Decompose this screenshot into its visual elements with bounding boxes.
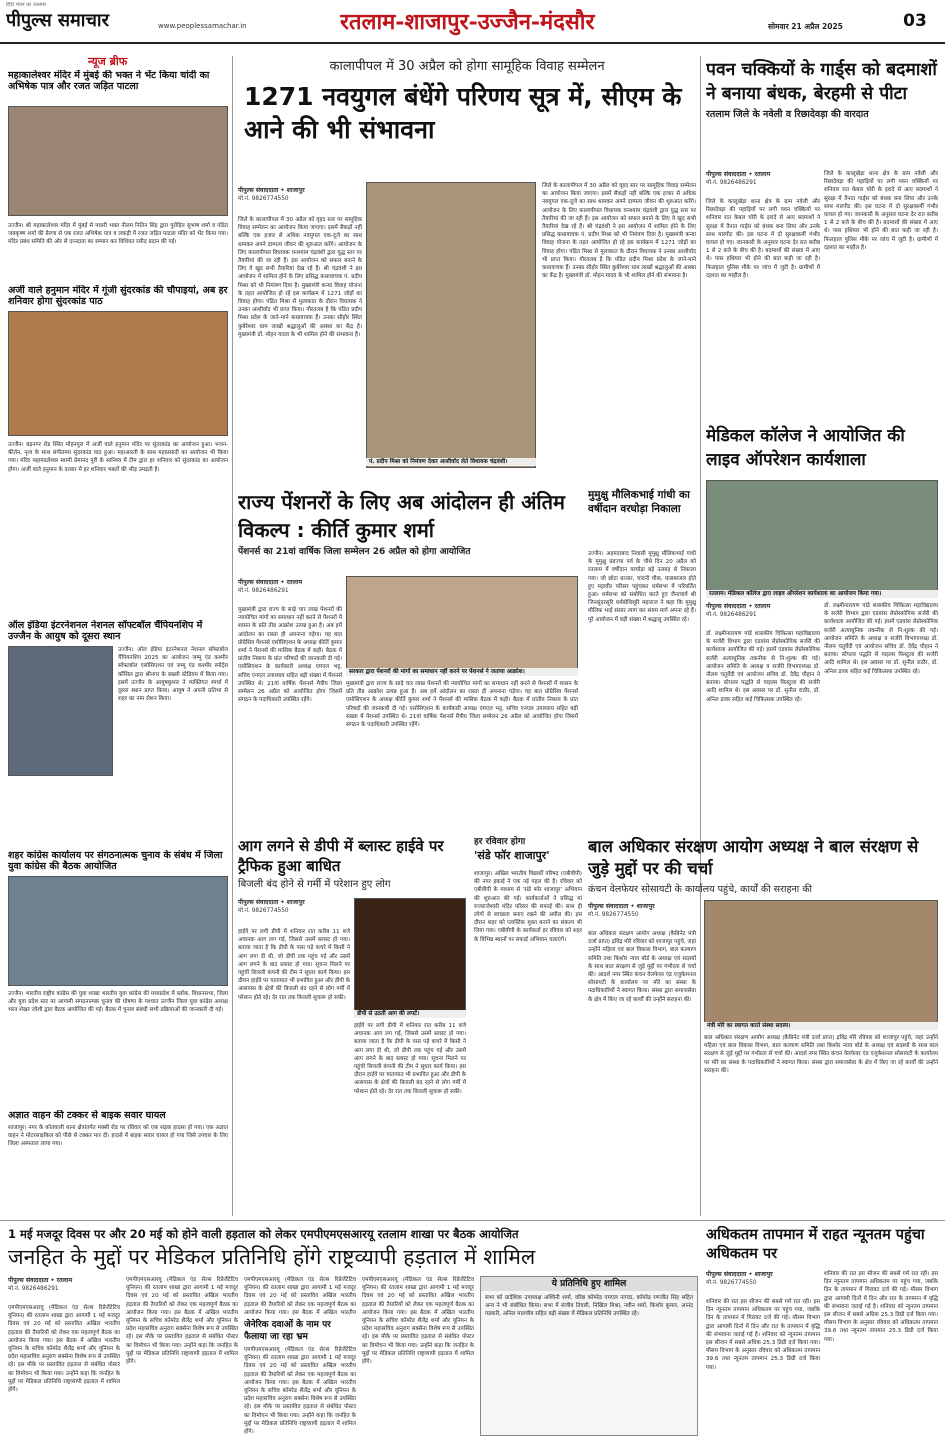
blast-subhead: बिजली बंद होने से गर्मी में परेशान हुए लोग <box>238 879 391 890</box>
strike-body-col3b: एमपीएमएसआरयू (मेडिकल एंड सेल्स रिप्रेजेंटेटिव यूनियन) की रतलाम शाखा द्वारा आगामी 1 मई मजदूर दिवस एवं 20 मई को प्रस्तावित अखिल भारतीय हड़ताल की तैयारियों को लेकर एक महत्वपूर्ण बैठक का आयोजन किया गया। इस बैठक में अखिल भारतीय यूनियन के सचिव कॉमरेड शैलेंद्र शर्मा और यूनियन के प्रदेश महासचिव अनुराग सक्सेना विशेष रूप से उपस्थित रहे। इस मौके पर प्रस्तावित हड़ताल से संबंधित पोस्टर का विमोचन भी किया गया। उन्होंने कहा कि जनहित के मुद्दों पर मेडिकल प्रतिनिधि राष्ट्रव्यापी हड़ताल में शामिल होंगे। <box>244 1347 356 1436</box>
masthead-tagline: हिंदी भवन का उल्लास <box>6 2 46 8</box>
strike-body-col3: एमपीएमएसआरयू (मेडिकल एंड सेल्स रिप्रेजेंटेटिव यूनियन) की रतलाम शाखा द्वारा आगामी 1 मई मजदूर दिवस एवं 20 मई को प्रस्तावित अखिल भारतीय हड़ताल की तैयारियों को लेकर एक महत्वपूर्ण बैठक का आयोजन किया गया। इस बैठक में अखिल भारतीय <box>244 1277 356 1316</box>
varghoda-headline: मुमुक्षु मौलिकभाई गांधी का वर्षीदान वरघोड़ा निकाला <box>588 489 690 515</box>
lead-mobile: मो.नं. 9826774550 <box>238 196 289 202</box>
medical-caption: रतलाम। मेडिकल कॉलेज द्वारा लाइव ऑपरेशन कार्यशाला का आयोजन किया गया। <box>706 590 938 598</box>
brief-headline: शहर कांग्रेस कार्यालय पर संगठनात्मक चुनाव के संबंध में जिला युवा कांग्रेस की बैठक आयोजित <box>8 850 223 872</box>
sunday-kicker: हर रविवार होगा <box>474 837 526 847</box>
strike-kicker: 1 मई मजदूर दिवस पर और 20 मई को होने वाली हड़ताल को लेकर एमपीएमएसआरयू रतलाम शाखा पर बैठक आयोजित <box>8 1227 519 1241</box>
windmill-headline: पवन चक्कियों के गार्ड्स को बदमाशों ने बनाया बंधक, बेरहमी से पीटा <box>706 60 937 104</box>
child-mobile: मो.नं. 9826774550 <box>588 912 639 918</box>
child-rights-story <box>588 836 938 1216</box>
windmill-subhead: रतलाम जिले के नवेली व रिछादेवड़ा की वारदात <box>706 109 869 120</box>
pension-mobile: मो.नं. 9826486291 <box>238 588 289 594</box>
news-brief-label: न्यूज ब्रीफ <box>88 55 128 68</box>
child-subhead: कंचन वेलफेयर सोसायटी के कार्यालय पहुंचे, कार्यों की सराहना की <box>588 884 812 895</box>
windmill-body-continued: जिले के कालूखेड़ा थाना क्षेत्र के ग्राम नवेली और रिछादेवड़ा की पहाड़ियों पर लगी पवन चक्कियों पर शनिवार रात केबल चोरी के इरादे से आए बदमाशों ने सुरक्षा में तैनात गार्ड्स को बंधक बना लिया और उनके साथ मारपीट की। इस घटना में दो सुरक्षाकर्मी गंभीर घायल हो गए। जानकारी के अनुसार घटना देर रात करीब 1 से 2 बजे के बीच की है। बदमाशों की संख्या में आए थे। पास हथियार भी होने की बात कही जा रही है। फिलहाल पुलिस मौके पर जांच में जुटी है। ग्रामीणों में दहशत का माहौल है। <box>824 171 938 251</box>
strike-body-continued: एमपीएमएसआरयू (मेडिकल एंड सेल्स रिप्रेजेंटेटिव यूनियन) की रतलाम शाखा द्वारा आगामी 1 मई मजदूर दिवस एवं 20 मई को प्रस्तावित अखिल भारतीय हड़ताल की तैयारियों को लेकर एक महत्वपूर्ण बैठक का आयोजन किया गया। इस बैठक में अखिल भारतीय यूनियन के सचिव कॉमरेड शैलेंद्र शर्मा और यूनियन के प्रदेश महासचिव अनुराग सक्सेना विशेष रूप से उपस्थित रहे। इस मौके पर प्रस्तावित हड़ताल से संबंधित पोस्टर का विमोचन भी किया गया। उन्होंने कहा कि जनहित के मुद्दों पर मेडिकल प्रतिनिधि राष्ट्रव्यापी हड़ताल में शामिल होंगे। <box>126 1277 238 1366</box>
strike-headline: जनहित के मुद्दों पर मेडिकल प्रतिनिधि होंगे राष्ट्रव्यापी हड़ताल में शामिल <box>8 1245 536 1269</box>
blast-photo <box>354 898 466 1018</box>
blast-story <box>238 836 466 1216</box>
pension-subhead: पेंशनर्स का 21वां वार्षिक जिला सम्मेलन 26 अप्रैल को होगा आयोजित <box>238 547 471 557</box>
brief-photo <box>8 311 228 436</box>
lead-byline: पीपुल्स संवाददाता • शाजापुर <box>238 187 305 194</box>
brief-body: शाजापुर। नगर के कोतवाली थाना क्षेत्रांतर्गत मक्सी रोड पर रविवार को एक सड़क हादसा हो गया। एक अज्ञात वाहन ने मोटरसाइकिल को पीछे से टक्कर मार दी। हादसे में बाइक सवार घायल हो गया जिसे उपचार के लिए जिला अस्पताल लाया गया। <box>8 1125 228 1148</box>
windmill-mobile: मो.नं. 9826486291 <box>706 180 757 186</box>
varghoda-body: उज्जैन। अहमदाबाद निवासी मुमुक्षु मौलिकभाई गांधी के मुमुक्षु प्रव्रज्या पर्व के चौथे दिन 20 अप्रैल को रतलाम में वर्षीदान वरघोड़ा बड़े उत्साह से निकाला गया। जो छोटा बाजार, चांदनी चौक, घासबाजार होते हुए महावीर परिसर पहुंचकर धर्मसभा में परिवर्तित हुआ। धर्मसभा को संबोधित करते हुए जैनाचार्य श्री जिनसुंदरसूरि धर्मबोधिसूरि महाराज ने कहा कि मुमुक्षु मौलिक भाई संसार त्याग कर संयम मार्ग अपना रहे हैं। पूरे आयोजन में बड़ी संख्या में श्रद्धालु उपस्थित रहे। <box>588 551 696 623</box>
masthead <box>0 0 945 44</box>
blast-byline: पीपुल्स संवाददाता • शाजापुर <box>238 899 305 906</box>
pension-body-continued: मुख्यमंत्री द्वारा राज्य के साढ़े चार लाख पेंशनरों की न्यायोचित मांगों का समाधान नहीं करने से पेंशनरों में शासन के प्रति तीव्र आक्रोश उत्पन्न हुआ है। अब हमें आंदोलन का रास्ता ही अपनाना पड़ेगा। यह बात प्रोग्रेसिव पेंशनर्स एसोसिएशन के अध्यक्ष कीर्ति कुमार शर्मा ने पेंशनर्स की मासिक बैठक में कही। बैठक में प्रांतीय निकाय के प्रांत परिषदों की जानकारी दी गई। एसोसिएशन के कार्यकारी अध्यक्ष एमएल भट्ट, सचिव एनएल उपाध्याय सहित बड़ी संख्या में पेंशनर्स उपस्थित थे। 21वां वार्षिक पेंशनर्स मैत्रीय जिला सम्मेलन 26 अप्रैल को आयोजित होगा जिसमें संगठन के पदाधिकारी उपस्थित रहेंगे। <box>346 681 578 729</box>
lead-story <box>238 58 696 478</box>
news-brief-column <box>8 50 228 1215</box>
lead-photo <box>366 182 536 468</box>
strike-story <box>8 1226 698 1440</box>
brief-headline: अज्ञात वाहन की टक्कर से बाइक सवार घायल <box>8 1110 166 1121</box>
pension-body: मुख्यमंत्री द्वारा राज्य के साढ़े चार लाख पेंशनरों की न्यायोचित मांगों का समाधान नहीं करने से पेंशनरों में शासन के प्रति तीव्र आक्रोश उत्पन्न हुआ है। अब हमें आंदोलन का रास्ता ही अपनाना पड़ेगा। यह बात प्रोग्रेसिव पेंशनर्स एसोसिएशन के अध्यक्ष कीर्ति कुमार शर्मा ने पेंशनर्स की मासिक बैठक में कही। बैठक में प्रांतीय निकाय के प्रांत परिषदों की जानकारी दी गई। एसोसिएशन के कार्यकारी अध्यक्ष एमएल भट्ट, सचिव एनएल उपाध्याय सहित बड़ी संख्या में पेंशनर्स उपस्थित थे। 21वां वार्षिक पेंशनर्स मैत्रीय जिला सम्मेलन 26 अप्रैल को आयोजित होगा जिसमें संगठन के पदाधिकारी उपस्थित रहेंगे। <box>238 607 342 704</box>
strike-mobile: मो.नं. 9826486291 <box>8 1286 59 1292</box>
medical-headline: मेडिकल कॉलेज ने आयोजित की लाइव ऑपरेशन कार्यशाला <box>706 426 905 470</box>
child-byline: पीपुल्स संवाददाता • शाजापुर <box>588 903 655 910</box>
participants-box-body: सभा को प्रादेशिक उपाध्यक्ष अश्विनी शर्मा, वरिष्ठ कॉमरेड एमएल नागदा, कॉमरेड रणजीत सिंह सहित अन्य ने भी संबोधित किया। सभा में संजीव तिवारी, निखिल मिश्रा, नवीन शर्मा, किशोर कुमार, आनंद गडकरी, अनिल मालवीय सहित बड़ी संख्या में मेडिकल प्रतिनिधि उपस्थित रहे। <box>485 1295 693 1318</box>
lead-body: जिले के कालापीपल में 30 अप्रैल को वृहद स्तर पर सामूहिक विवाह सम्मेलन का आयोजन किया जाएगा। इसमें सैकड़ों नहीं बल्कि एक हजार से अधिक नवयुगल एक-दूजे का साथ थामकर अपने दाम्पत्य जीवन की शुरुआत करेंगे। आयोजन के लिए कालापीपल विधायक घनश्याम चंद्रवंशी द्वारा युद्ध स्तर पर तैयारियां की जा रही हैं। इस आयोजन को सफल बनाने के लिए वे खुद सभी तैयारियां देख रहे हैं। श्री चंद्रवंशी ने इस आयोजन में शामिल होने के लिए प्रसिद्ध कथावाचक पं. प्रदीप मिश्रा को भी निमंत्रण दिया है। मुख्यमंत्री कन्या विवाह योजना के तहत आयोजित हो रहे इस कार्यक्रम में 1271 जोड़ों का विवाह होगा। पंडित मिश्रा से मुलाकात के दौरान विधायक ने उनका आशीर्वाद भी प्राप्त किया। गौरतलब है कि पंडित प्रदीप मिश्रा प्रदेश के जाने-माने कथावाचक हैं। उनका सीहोर स्थित कुबेरेश्वर धाम लाखों श्रद्धालुओं की आस्था का केंद्र है। मुख्यमंत्री डॉ. मोहन यादव के भी शामिल होने की संभावना है। <box>238 217 362 338</box>
section-title <box>340 6 700 38</box>
sunday-story <box>474 836 582 1216</box>
medical-photo <box>706 480 938 598</box>
brief-body: उज्जैन। बड़नगर रोड स्थित मोहनपुरा में अर्जी वाले हनुमान मंदिर पर सुंदरकांड का आयोजन हुआ। भजन-कीर्तन, नृत्य के साथ संगीतमय सुंदरकांड पाठ हुआ। महाआरती के साथ महाप्रसादी का आयोजन भी किया गया। मंदिर महामंडलेश्वर स्वामी प्रेमानंद पुरी के सानिध्य में टीम द्वारा हर शनिवार को सुंदरकांड का आयोजन होगा। अर्जी वाले हनुमान के दरबार में हर शनिवार भक्तों की भीड़ उमड़ती है। <box>8 442 228 473</box>
brief-headline: अर्जी वाले हनुमान मंदिर में गूंजी सुंदरकांड की चौपाइयां, अब हर शनिवार होगा सुंदरकांड पाठ <box>8 285 228 307</box>
child-body: बाल अधिकार संरक्षण आयोग अध्यक्ष (कैबिनेट मंत्री दर्जा प्राप्त) द्रविंद्र मोरे रविवार को शाजापुर पहुंचे, जहां उन्होंने महिला एवं बाल विकास विभाग, बाल कल्याण समिति तथा किशोर न्याय बोर्ड के अध्यक्ष एवं सदस्यों के साथ बाल संरक्षण से जुड़े मुद्दों पर गंभीरता से चर्चा की। आदर्श नगर स्थित कंचन वेलफेयर एंड एजुकेशनल सोसायटी के कार्यालय पर मोरे का संस्था के पदाधिकारियों ने स्वागत किया। संस्था द्वारा समाजसेवा के क्षेत्र में किए जा रहे कार्यों की उन्होंने सराहना की। <box>588 931 696 1003</box>
temp-body-continued: शनिवार की रात इस सीजन की सबसे गर्म रात रही। इस दिन न्यूनतम तापमान अधिकतम पर पहुंच गया, जबकि दिन के तापमान में गिरावट दर्ज की गई। मौसम विभाग द्वारा आगामी दिनों में दिन और रात के तापमान में वृद्धि की संभावना जताई गई है। शनिवार को न्यूनतम तापमान इस सीजन में सबसे अधिक 25.3 डिग्री दर्ज किया गया। मौसम विभाग के अनुसार रविवार को अधिकतम तापमान 39.6 तथा न्यूनतम तापमान 25.3 डिग्री दर्ज किया गया। <box>824 1271 938 1343</box>
masthead-date: सोमवार 21 अप्रैल 2025 <box>768 22 843 31</box>
lead-kicker: कालापीपल में 30 अप्रैल को होगा सामूहिक विवाह सम्मेलन <box>329 59 605 74</box>
pension-headline: राज्य पेंशनरों के लिए अब आंदोलन ही अंतिम विकल्प : कीर्ति कुमार शर्मा <box>238 490 565 542</box>
windmill-story <box>706 58 938 418</box>
brief-photo <box>8 646 113 776</box>
temp-headline: अधिकतम तापमान में राहत न्यूनतम पहुंचा अधिकतम पर <box>706 1227 925 1262</box>
blast-mobile: मो.नं. 9826774550 <box>238 908 289 914</box>
pension-caption: सरकार द्वारा पेंशनरों की मांगों का समाधान नहीं करने पर पेंशनर्स ने जताया आक्रोश। <box>346 668 578 676</box>
temperature-story <box>706 1226 938 1440</box>
varghoda-story <box>588 488 696 828</box>
pension-story <box>238 488 578 828</box>
windmill-byline: पीपुल्स संवाददाता • रतलाम <box>706 171 771 178</box>
brief-body: उज्जैन। भारतीय राष्ट्रीय कांग्रेस की युवा शाखा भारतीय युवा कांग्रेस की मध्यप्रदेश में ब्लॉक, विधानसभा, जिला और युवा प्रदेश स्तर पर आगामी संगठनात्मक चुनाव की घोषणा के पश्चात उज्जैन जिला युवा कांग्रेस अध्यक्ष भरत शेखर जोशी द्वारा बैठक आयोजित की गई। बैठक में चुनाव संबंधी सभी प्रक्रियाओं की जानकारी दी गई। <box>8 991 228 1014</box>
section-title-text: रतलाम-शाजापुर-उज्जैन-मंदसौर <box>340 9 595 35</box>
lead-body-continued: जिले के कालापीपल में 30 अप्रैल को वृहद स्तर पर सामूहिक विवाह सम्मेलन का आयोजन किया जाएगा। इसमें सैकड़ों नहीं बल्कि एक हजार से अधिक नवयुगल एक-दूजे का साथ थामकर अपने दाम्पत्य जीवन की शुरुआत करेंगे। आयोजन के लिए कालापीपल विधायक घनश्याम चंद्रवंशी द्वारा युद्ध स्तर पर तैयारियां की जा रही हैं। इस आयोजन को सफल बनाने के लिए वे खुद सभी तैयारियां देख रहे हैं। श्री चंद्रवंशी ने इस आयोजन में शामिल होने के लिए प्रसिद्ध कथावाचक पं. प्रदीप मिश्रा को भी निमंत्रण दिया है। मुख्यमंत्री कन्या विवाह योजना के तहत आयोजित हो रहे इस कार्यक्रम में 1271 जोड़ों का विवाह होगा। पंडित मिश्रा से मुलाकात के दौरान विधायक ने उनका आशीर्वाद भी प्राप्त किया। गौरतलब है कि पंडित प्रदीप मिश्रा प्रदेश के जाने-माने कथावाचक हैं। उनका सीहोर स्थित कुबेरेश्वर धाम लाखों श्रद्धालुओं की आस्था का केंद्र है। मुख्यमंत्री डॉ. मोहन यादव के भी शामिल होने की संभावना है। <box>542 183 696 280</box>
lead-caption: पं. प्रदीप मिश्रा को निमंत्रण देकर आशीर्वाद लेते विधायक चंद्रवंशी। <box>366 458 536 466</box>
child-photo <box>704 900 938 1030</box>
pension-photo <box>346 576 578 676</box>
blast-body: हाईवे पर लगी डीपी में शनिवार रात करीब 11 बजे अचानक आग लग गई, जिससे उसमें ब्लास्ट हो गया। बताया जाता है कि डीपी के पास पड़े कचरे में किसी ने आग लगा दी थी, जो डीपी तक पहुंच गई और उसमें आग लगने के बाद ब्लास्ट हो गया। सूचना मिलने पर पहुंची बिजली कंपनी की टीम ने सुधार कार्य किया। इस दौरान हाईवे पर यातायात भी प्रभावित हुआ और डीपी के आसपास के क्षेत्रों की बिजली बंद रहने से लोग गर्मी में परेशान होते रहे। देर रात तक बिजली सुचारू हो सकी। <box>238 929 350 1001</box>
participants-box-title: ये प्रतिनिधि हुए शामिल <box>481 1277 697 1291</box>
brief-headline: महाकालेश्वर मंदिर में मुंबई की भक्त ने भेंट किया चांदी का अभिषेक पात्र और रजत जड़ित पाटला <box>8 70 210 92</box>
blast-body-continued: हाईवे पर लगी डीपी में शनिवार रात करीब 11 बजे अचानक आग लग गई, जिससे उसमें ब्लास्ट हो गया। बताया जाता है कि डीपी के पास पड़े कचरे में किसी ने आग लगा दी थी, जो डीपी तक पहुंच गई और उसमें आग लगने के बाद ब्लास्ट हो गया। सूचना मिलने पर पहुंची बिजली कंपनी की टीम ने सुधार कार्य किया। इस दौरान हाईवे पर यातायात भी प्रभावित हुआ और डीपी के आसपास के क्षेत्रों की बिजली बंद रहने से लोग गर्मी में परेशान होते रहे। देर रात तक बिजली सुचारू हो सकी। <box>354 1023 466 1095</box>
temp-byline: पीपुल्स संवाददाता • शाजापुर <box>706 1271 773 1278</box>
medical-body-continued: डॉ. लक्ष्मीनारायण पांडे शासकीय चिकित्सा महाविद्यालय के सर्जरी विभाग द्वारा एडवांस लेप्रोस्कोपिक सर्जरी की कार्यशाला आयोजित की गई। इसमें एडवांस लेप्रोस्कोपिक सर्जरी अत्याधुनिक तकनीक से नि:शुल्क की गई। आयोजन समिति के अध्यक्ष व सर्जरी विभागाध्यक्ष डॉ. नीलम चतुर्वेदी एवं आयोजन सचिव डॉ. देवेंद्र चौहान ने बताया। स्टेपलर पद्धति से पाइल्स फिस्टुला की सर्जरी आदि शामिल थे। इस अवसर पर डॉ. सुनील राठौर, डॉ. अनिल डावर सहित कई चिकित्सक उपस्थित रहे। <box>824 603 938 675</box>
medical-story <box>706 424 938 824</box>
lead-headline: 1271 नवयुगल बंधेंगे परिणय सूत्र में, सीएम के आने की भी संभावना <box>244 82 682 144</box>
brief-body: उज्जैन। श्री महाकालेश्वर मंदिर में मुंबई से पधारी भक्त नीलम नितिन सिंह द्वारा पुरोहित सुभाष शर्मा व पंडित जयकृष्ण शर्मा की प्रेरणा से एक रजत अभिषेक पात्र व लकड़ी में रजत जड़ित पाटला मंदिर को भेंट किया गया। मंदिर प्रबंध समिति की ओर से दानदाता का सम्मान कर विधिवत रसीद प्रदान की गई। <box>8 223 228 246</box>
child-body-continued: बाल अधिकार संरक्षण आयोग अध्यक्ष (कैबिनेट मंत्री दर्जा प्राप्त) द्रविंद्र मोरे रविवार को शाजापुर पहुंचे, जहां उन्होंने महिला एवं बाल विकास विभाग, बाल कल्याण समिति तथा किशोर न्याय बोर्ड के अध्यक्ष एवं सदस्यों के साथ बाल संरक्षण से जुड़े मुद्दों पर गंभीरता से चर्चा की। आदर्श नगर स्थित कंचन वेलफेयर एंड एजुकेशनल सोसायटी के कार्यालय पर मोरे का संस्था के पदाधिकारियों ने स्वागत किया। संस्था द्वारा समाजसेवा के क्षेत्र में किए जा रहे कार्यों की उन्होंने सराहना की। <box>704 1035 938 1074</box>
participants-box <box>480 1276 698 1436</box>
brief-body: उज्जैन। ऑल इंडिया इंटरनेशनल नेशनल सॉफ्टबॉल चैंपियनशिप 2025 का आयोजन जम्मू एंड कश्मीर सॉफ्टबॉल एसोसिएशन एवं जम्मू एंड कश्मीर स्पोर्ट्स कौंसिल द्वारा श्रीनगर के बख्शी स्टेडियम में किया गया। इसमें उज्जैन के आयुषकुमार ने व्यक्तिगत स्पर्धा में दूसरा स्थान प्राप्त किया। आयुष ने अपनी प्रतिभा से शहर का नाम रोशन किया। <box>118 647 228 703</box>
windmill-body: जिले के कालूखेड़ा थाना क्षेत्र के ग्राम नवेली और रिछादेवड़ा की पहाड़ियों पर लगी पवन चक्कियों पर शनिवार रात केबल चोरी के इरादे से आए बदमाशों ने सुरक्षा में तैनात गार्ड्स को बंधक बना लिया और उनके साथ मारपीट की। इस घटना में दो सुरक्षाकर्मी गंभीर घायल हो गए। जानकारी के अनुसार घटना देर रात करीब 1 से 2 बजे के बीच की है। बदमाशों की संख्या में आए थे। पास हथियार भी होने की बात कही जा रही है। फिलहाल पुलिस मौके पर जांच में जुटी है। ग्रामीणों में दहशत का माहौल है। <box>706 199 820 279</box>
blast-headline: आग लगने से डीपी में ब्लास्ट हाईवे पर ट्रैफिक हुआ बाधित <box>238 837 444 875</box>
sunday-body: शाजापुर। अखिल भारतीय विद्यार्थी परिषद (एबीवीपी) की नगर इकाई ने एक नई पहल की है। रविवार को एबीवीपी के माध्यम से 'संडे फॉर शाजापुर' अभियान की शुरुआत की गई। कार्यकर्ताओं ने प्रसिद्ध मां राजराजेश्वरी मंदिर परिसर की सफाई की। साथ ही लोगों से स्वच्छता बनाए रखने की अपील की। इस दौरान शहर को प्लास्टिक मुक्त बनाने का संकल्प भी लिया गया। एबीवीपी के कार्यकर्ता हर रविवार को शहर के विभिन्न स्थानों पर सफाई अभियान चलाएंगे। <box>474 871 582 943</box>
medical-byline: पीपुल्स संवाददाता • रतलाम <box>706 603 771 610</box>
medical-body: डॉ. लक्ष्मीनारायण पांडे शासकीय चिकित्सा महाविद्यालय के सर्जरी विभाग द्वारा एडवांस लेप्रोस्कोपिक सर्जरी की कार्यशाला आयोजित की गई। इसमें एडवांस लेप्रोस्कोपिक सर्जरी अत्याधुनिक तकनीक से नि:शुल्क की गई। आयोजन समिति के अध्यक्ष व सर्जरी विभागाध्यक्ष डॉ. नीलम चतुर्वेदी एवं आयोजन सचिव डॉ. देवेंद्र चौहान ने बताया। स्टेपलर पद्धति से पाइल्स फिस्टुला की सर्जरी आदि शामिल थे। इस अवसर पर डॉ. सुनील राठौर, डॉ. अनिल डावर सहित कई चिकित्सक उपस्थित रहे। <box>706 631 820 703</box>
temp-mobile: मो.नं. 9826774550 <box>706 1280 757 1286</box>
medical-mobile: मो.नं. 9826486291 <box>706 612 757 618</box>
masthead-site[interactable]: www.peoplessamachar.in <box>158 22 247 30</box>
strike-byline: पीपुल्स संवाददाता • रतलाम <box>8 1277 73 1284</box>
page-number: 03 <box>903 11 927 31</box>
strike-subhead: जेनेरिक दवाओं के नाम पर फैलाया जा रहा भ्रम <box>244 1320 331 1342</box>
blast-caption: डीपी से उठती आग की लपटें। <box>354 1010 466 1018</box>
temp-body: शनिवार की रात इस सीजन की सबसे गर्म रात रही। इस दिन न्यूनतम तापमान अधिकतम पर पहुंच गया, जबकि दिन के तापमान में गिरावट दर्ज की गई। मौसम विभाग द्वारा आगामी दिनों में दिन और रात के तापमान में वृद्धि की संभावना जताई गई है। शनिवार को न्यूनतम तापमान इस सीजन में सबसे अधिक 25.3 डिग्री दर्ज किया गया। मौसम विभाग के अनुसार रविवार को अधिकतम तापमान 39.6 तथा न्यूनतम तापमान 25.3 डिग्री दर्ज किया गया। <box>706 1299 820 1371</box>
child-headline: बाल अधिकार संरक्षण आयोग अध्यक्ष ने बाल संरक्षण से जुड़े मुद्दों पर की चर्चा <box>588 837 919 878</box>
brief-headline: ऑल इंडिया इंटरनेशनल नेशनल सॉफ्टबॉल चैंपियनशिप में उज्जैन के आयुष को दूसरा स्थान <box>8 620 203 642</box>
pension-byline: पीपुल्स संवाददाता • रतलाम <box>238 579 303 586</box>
strike-body-col4: एमपीएमएसआरयू (मेडिकल एंड सेल्स रिप्रेजेंटेटिव यूनियन) की रतलाम शाखा द्वारा आगामी 1 मई मजदूर दिवस एवं 20 मई को प्रस्तावित अखिल भारतीय हड़ताल की तैयारियों को लेकर एक महत्वपूर्ण बैठक का आयोजन किया गया। इस बैठक में अखिल भारतीय यूनियन के सचिव कॉमरेड शैलेंद्र शर्मा और यूनियन के प्रदेश महासचिव अनुराग सक्सेना विशेष रूप से उपस्थित रहे। इस मौके पर प्रस्तावित हड़ताल से संबंधित पोस्टर का विमोचन भी किया गया। उन्होंने कहा कि जनहित के मुद्दों पर मेडिकल प्रतिनिधि राष्ट्रव्यापी हड़ताल में शामिल होंगे। <box>362 1277 474 1366</box>
sunday-headline: 'संडे फॉर शाजापुर' <box>474 849 550 862</box>
strike-body: एमपीएमएसआरयू (मेडिकल एंड सेल्स रिप्रेजेंटेटिव यूनियन) की रतलाम शाखा द्वारा आगामी 1 मई मजदूर दिवस एवं 20 मई को प्रस्तावित अखिल भारतीय हड़ताल की तैयारियों को लेकर एक महत्वपूर्ण बैठक का आयोजन किया गया। इस बैठक में अखिल भारतीय यूनियन के सचिव कॉमरेड शैलेंद्र शर्मा और यूनियन के प्रदेश महासचिव अनुराग सक्सेना विशेष रूप से उपस्थित रहे। इस मौके पर प्रस्तावित हड़ताल से संबंधित पोस्टर का विमोचन भी किया गया। उन्होंने कहा कि जनहित के मुद्दों पर मेडिकल प्रतिनिधि राष्ट्रव्यापी हड़ताल में शामिल होंगे। <box>8 1305 120 1394</box>
brief-photo <box>8 876 228 986</box>
child-caption: मंत्री मोरे का स्वागत करते संस्था सदस्य। <box>704 1022 938 1030</box>
brief-photo <box>8 106 228 216</box>
masthead-logo: पीपुल्स समाचार <box>6 10 109 31</box>
